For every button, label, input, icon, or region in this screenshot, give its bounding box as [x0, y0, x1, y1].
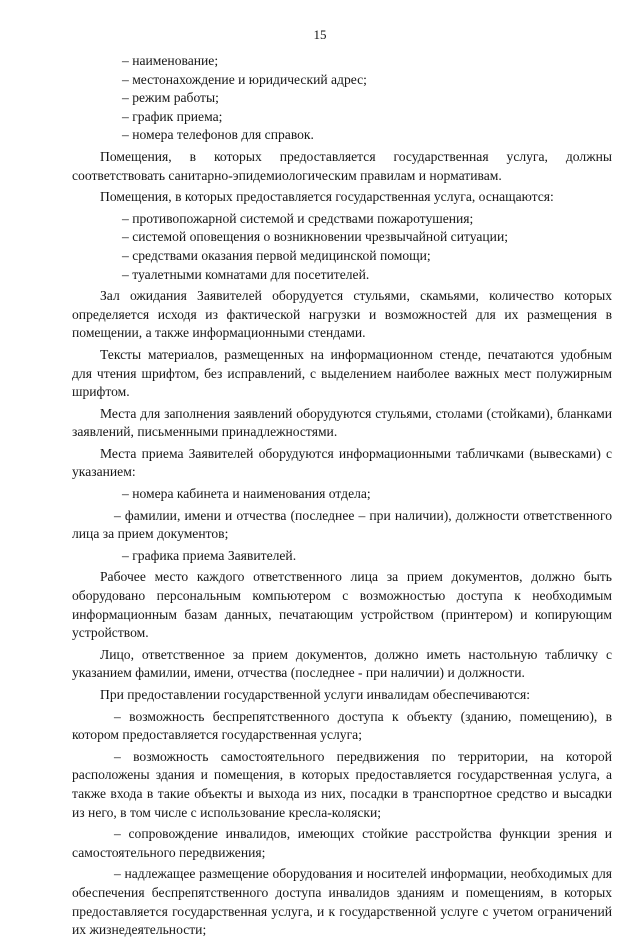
paragraph: Лицо, ответственное за прием документов, должно иметь настольную табличку с указанием фамилии, имени, отчества (последнее - при наличии) и должности. [72, 646, 612, 681]
list-item: – номера телефонов для справок. [122, 127, 314, 143]
page-number: 15 [313, 27, 327, 42]
paragraph: Рабочее место каждого ответственного лица за прием документов, должно быть оборудовано персональным компьютером с возможностью доступа к необходимым информационным базам данных, печатающим устройством (принтером) и копирующим устройством. [72, 569, 612, 641]
list-item: – надлежащее размещение оборудования и носителей информации, необходимых для обеспечения беспрепятственного доступа инвалидов зданиям и помещениям, в которых предоставляется государственная услуга, и к государственной услуге с учетом ограничений их жизнедеятельности; [72, 866, 612, 938]
paragraph: При предоставлении государственной услуги инвалидам обеспечиваются: [100, 687, 531, 702]
list-item: – туалетными комнатами для посетителей. [122, 266, 370, 282]
paragraph: Места приема Заявителей оборудуются информационными табличками (вывесками) с указанием: [72, 445, 612, 480]
list-item: – графика приема Заявителей. [122, 547, 297, 563]
list-item: – номера кабинета и наименования отдела; [122, 486, 371, 502]
list-item: – возможность самостоятельного передвижения по территории, на которой расположены здания и помещения, в которых предоставляется государственная услуга, а также входа в такие объекты и выхода из них, посадки в транспортное средство и высадки из него, в том числе с использование кресла-коляски; [72, 748, 612, 820]
paragraph: Тексты материалов, размещенных на информационном стенде, печатаются удобным для чтения шрифтом, без исправлений, с выделением наиболее важных мест полужирным шрифтом. [72, 346, 612, 400]
list-item: – средствами оказания первой медицинской помощи; [122, 247, 431, 263]
paragraph: Помещения, в которых предоставляется государственная услуга, должны соответствовать санитарно-эпидемиологическим правилам и нормативам. [72, 148, 612, 183]
list-item: – сопровождение инвалидов, имеющих стойкие расстройства функции зрения и самостоятельного передвижения; [72, 826, 612, 860]
list-item: – режим работы; [122, 90, 219, 106]
document-body [72, 52, 612, 940]
list-item: – наименование; [122, 53, 219, 68]
list-item: – график приема; [122, 108, 223, 124]
paragraph: Места для заполнения заявлений оборудуются стульями, столами (стойками), бланками заявлений, письменными принадлежностями. [72, 405, 612, 440]
list-item: – фамилии, имени и отчества (последнее – при наличии), должности ответственного лица за прием документов; [72, 507, 612, 542]
list-item: – противопожарной системой и средствами пожаротушения; [122, 210, 474, 226]
paragraph: Зал ожидания Заявителей оборудуется стульями, скамьями, количество которых определяется исходя из фактической нагрузки и возможностей для их размещения в помещении, а также информационными стендами. [72, 288, 612, 341]
list-item: – системой оповещения о возникновении чрезвычайной ситуации; [122, 229, 509, 245]
paragraph: Помещения, в которых предоставляется государственная услуга, оснащаются: [100, 189, 554, 205]
list-item: – возможность беспрепятственного доступа к объекту (зданию, помещению), в котором предоставляется государственная услуга; [72, 708, 612, 743]
list-item: – местонахождение и юридический адрес; [122, 71, 367, 87]
